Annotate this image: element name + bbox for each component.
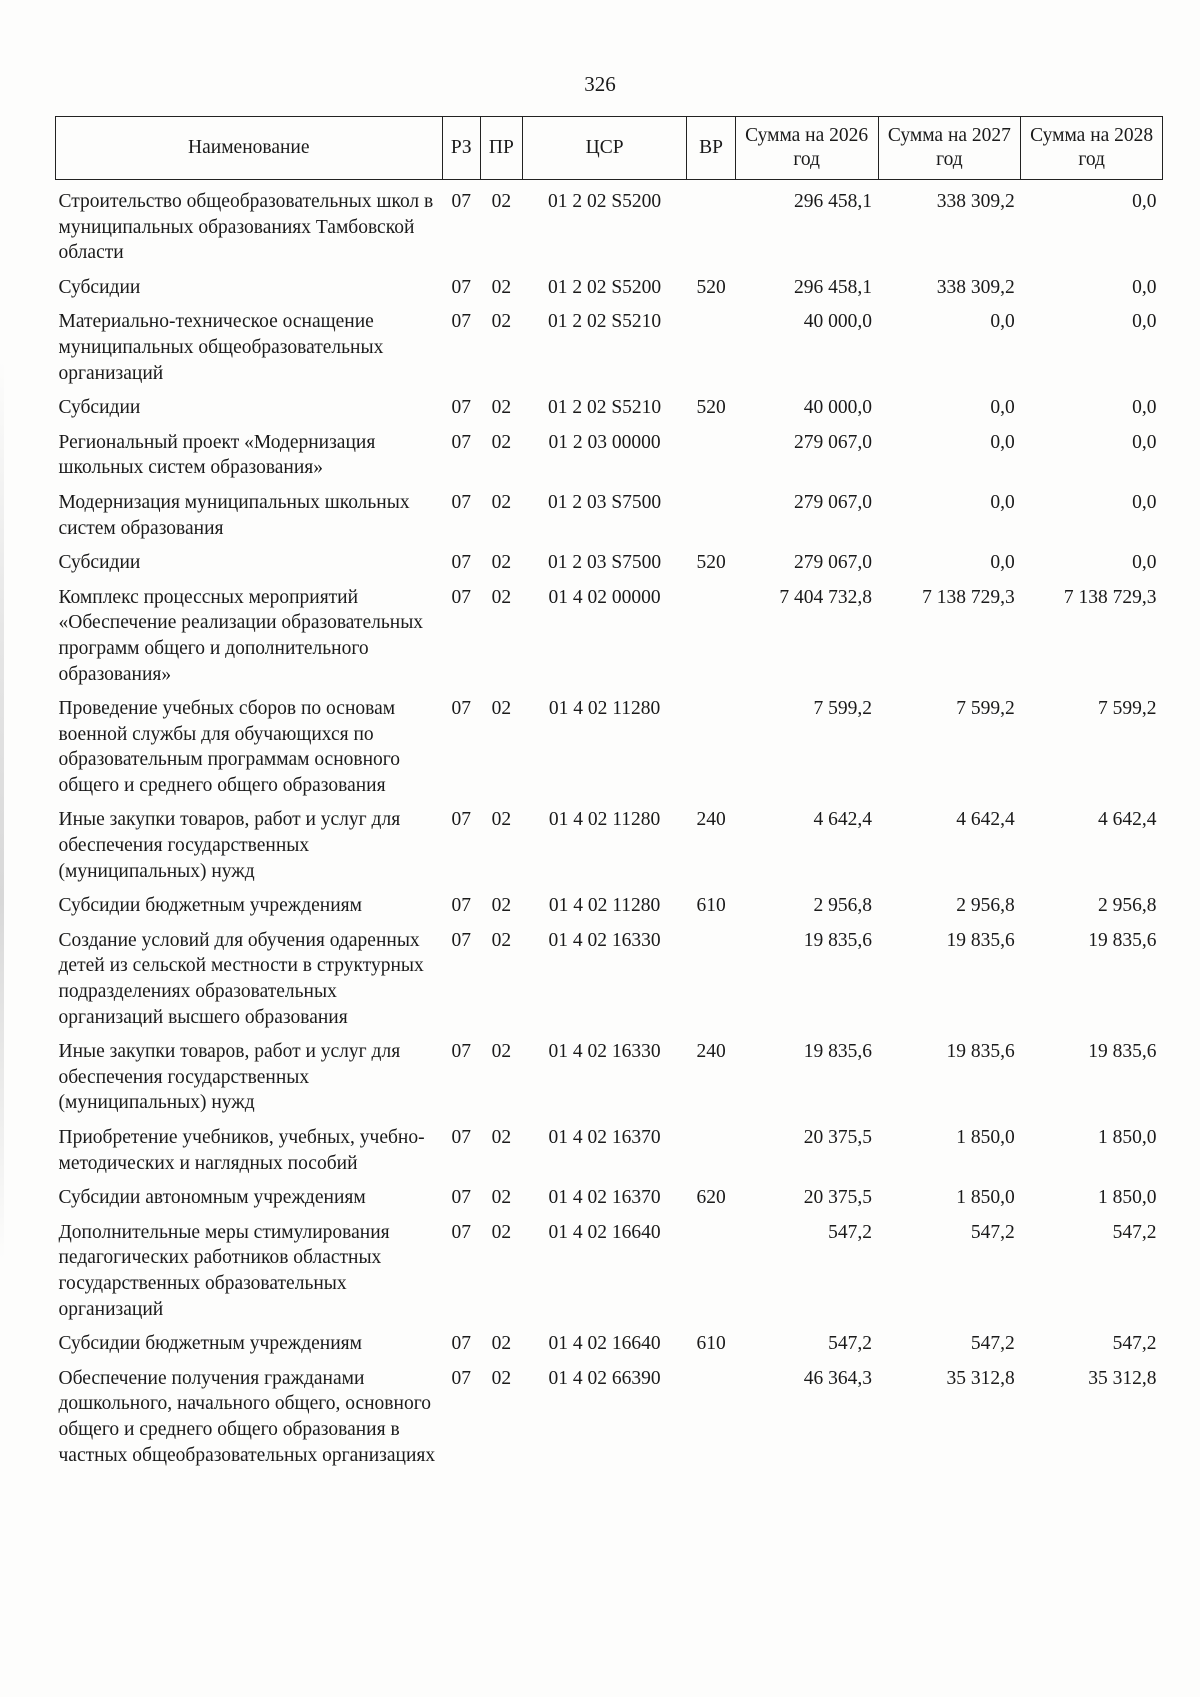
cell-sum-2028: 19 835,6	[1088, 1041, 1157, 1063]
cell-sum-2027: 0,0	[990, 552, 1015, 574]
table-row	[56, 266, 1163, 301]
scan-edge-shadow	[0, 360, 4, 1260]
cell-sum-2028: 7 599,2	[1098, 698, 1157, 720]
cell-name: Субсидии бюджетным учреждениям	[58, 895, 362, 917]
cell-csr: 01 2 03 00000	[548, 431, 661, 453]
cell-pr: 02	[491, 491, 512, 513]
cell-sum-2026: 20 375,5	[803, 1187, 873, 1209]
cell-csr: 01 4 02 16640	[548, 1333, 661, 1355]
cell-rz: 07	[451, 1333, 472, 1355]
budget-table	[55, 116, 1163, 1468]
cell-sum-2026: 279 067,0	[794, 431, 873, 453]
cell-pr: 02	[491, 809, 512, 831]
table-row	[56, 687, 1163, 798]
header-csr: ЦСР	[522, 117, 687, 180]
cell-rz: 07	[451, 191, 472, 212]
cell-vr	[687, 1357, 735, 1468]
cell-pr: 02	[491, 552, 512, 574]
cell-sum-2027: 1 850,0	[956, 1127, 1015, 1148]
cell-pr: 02	[491, 431, 512, 453]
header-pr: ПР	[481, 117, 523, 180]
header-sum-2027: Сумма на 2027 год	[878, 117, 1021, 180]
cell-sum-2027: 0,0	[990, 491, 1015, 513]
cell-name: Субсидии	[58, 397, 141, 419]
cell-sum-2028: 547,2	[1112, 1221, 1157, 1243]
table-row	[56, 1030, 1163, 1116]
header-name: Наименование	[56, 117, 443, 180]
cell-csr: 01 4 02 16330	[548, 1041, 661, 1063]
table-row	[56, 1357, 1163, 1468]
cell-pr: 02	[491, 1187, 512, 1209]
cell-sum-2027: 0,0	[990, 431, 1015, 453]
cell-sum-2027: 0,0	[990, 397, 1015, 419]
cell-rz: 07	[451, 1127, 472, 1148]
cell-pr: 02	[491, 1127, 512, 1148]
cell-sum-2028: 1 850,0	[1098, 1127, 1157, 1148]
cell-pr: 02	[491, 191, 512, 212]
cell-name: Субсидии бюджетным учреждениям	[58, 1333, 362, 1355]
cell-rz: 07	[451, 311, 472, 333]
table-header	[56, 117, 1163, 180]
cell-pr: 02	[491, 1367, 512, 1389]
cell-sum-2026: 279 067,0	[794, 491, 873, 513]
header-rz: РЗ	[442, 117, 480, 180]
cell-vr	[687, 421, 735, 481]
cell-sum-2026: 296 458,1	[794, 191, 873, 212]
cell-vr	[687, 687, 735, 798]
cell-pr: 02	[491, 311, 512, 333]
cell-rz: 07	[451, 397, 472, 419]
cell-sum-2028: 0,0	[1132, 552, 1157, 574]
cell-vr: 620	[696, 1187, 726, 1209]
cell-sum-2027: 19 835,6	[946, 1041, 1015, 1063]
cell-rz: 07	[451, 552, 472, 574]
cell-name: Приобретение учебников, учебных, учебно-методических и наглядных пособий	[58, 1127, 425, 1174]
cell-sum-2026: 547,2	[828, 1333, 873, 1355]
cell-sum-2027: 2 956,8	[956, 895, 1015, 917]
cell-csr: 01 4 02 16640	[548, 1221, 661, 1243]
cell-csr: 01 4 02 16330	[548, 929, 661, 951]
cell-name: Модернизация муниципальных школьных систем образования	[58, 491, 410, 539]
cell-pr: 02	[491, 586, 512, 608]
cell-rz: 07	[451, 491, 472, 513]
cell-name: Создание условий для обучения одаренных детей из сельской местности в структурных подразделениях образовательных организаций высшего образования	[58, 929, 424, 1028]
table-row	[56, 541, 1163, 576]
cell-rz: 07	[451, 929, 472, 951]
cell-sum-2026: 2 956,8	[813, 895, 873, 917]
cell-vr: 610	[696, 1333, 726, 1355]
cell-sum-2028: 1 850,0	[1098, 1187, 1157, 1209]
cell-rz: 07	[451, 698, 472, 720]
cell-pr: 02	[491, 698, 512, 720]
cell-vr	[687, 180, 735, 266]
cell-pr: 02	[491, 895, 512, 917]
cell-csr: 01 4 02 11280	[548, 698, 661, 720]
cell-name: Материально-техническое оснащение муниципальных общеобразовательных организаций	[58, 311, 384, 384]
cell-name: Субсидии	[58, 276, 141, 298]
cell-name: Обеспечение получения гражданами дошкольного, начального общего, основного общего и среднего общего образования в частных общеобразовательных организациях	[58, 1367, 436, 1466]
cell-vr: 520	[696, 276, 726, 298]
page-number: 326	[584, 72, 616, 96]
cell-rz: 07	[451, 1187, 472, 1209]
table-row	[56, 798, 1163, 884]
cell-csr: 01 4 02 00000	[548, 586, 661, 608]
cell-sum-2026: 296 458,1	[794, 276, 873, 298]
table-row	[56, 421, 1163, 481]
cell-name: Региональный проект «Модернизация школьных систем образования»	[58, 431, 376, 479]
cell-rz: 07	[451, 1221, 472, 1243]
header-vr: ВР	[687, 117, 735, 180]
cell-vr: 240	[696, 1041, 726, 1063]
cell-sum-2028: 0,0	[1132, 276, 1157, 298]
cell-sum-2026: 279 067,0	[794, 552, 873, 574]
cell-rz: 07	[451, 809, 472, 831]
table-row	[56, 1116, 1163, 1176]
cell-vr	[687, 300, 735, 386]
cell-rz: 07	[451, 895, 472, 917]
cell-sum-2026: 20 375,5	[803, 1127, 873, 1148]
cell-sum-2026: 7 404 732,8	[779, 586, 873, 608]
cell-name: Комплекс процессных мероприятий «Обеспечение реализации образовательных программ общего и дополнительного образования»	[58, 586, 424, 685]
cell-sum-2026: 4 642,4	[813, 809, 873, 831]
cell-vr	[687, 1211, 735, 1322]
table-row	[56, 481, 1163, 541]
cell-name: Иные закупки товаров, работ и услуг для обеспечения государственных (муниципальных) нужд	[58, 1041, 401, 1114]
table-row	[56, 1322, 1163, 1357]
table-row	[56, 1176, 1163, 1211]
cell-sum-2027: 547,2	[970, 1333, 1015, 1355]
cell-sum-2028: 19 835,6	[1088, 929, 1157, 951]
cell-vr	[687, 481, 735, 541]
cell-pr: 02	[491, 1221, 512, 1243]
header-sum-2026: Сумма на 2026 год	[735, 117, 878, 180]
cell-vr	[687, 576, 735, 687]
cell-sum-2027: 19 835,6	[946, 929, 1015, 951]
cell-sum-2027: 35 312,8	[946, 1367, 1015, 1389]
cell-sum-2027: 547,2	[970, 1221, 1015, 1243]
cell-vr	[687, 1116, 735, 1176]
cell-vr: 240	[696, 809, 726, 831]
cell-vr	[687, 919, 735, 1030]
cell-sum-2028: 0,0	[1132, 311, 1157, 333]
cell-csr: 01 4 02 11280	[548, 809, 661, 831]
table-row	[56, 180, 1163, 266]
cell-rz: 07	[451, 1367, 472, 1389]
cell-sum-2028: 35 312,8	[1088, 1367, 1157, 1389]
header-sum-2028: Сумма на 2028 год	[1021, 117, 1163, 180]
cell-sum-2027: 4 642,4	[956, 809, 1015, 831]
cell-vr: 520	[696, 397, 726, 419]
cell-rz: 07	[451, 1041, 472, 1063]
table-row	[56, 884, 1163, 919]
cell-sum-2028: 0,0	[1132, 491, 1157, 513]
cell-sum-2027: 7 138 729,3	[922, 586, 1015, 608]
cell-sum-2026: 7 599,2	[813, 698, 873, 720]
table-body	[56, 180, 1163, 1469]
cell-csr: 01 4 02 11280	[548, 895, 661, 917]
cell-pr: 02	[491, 276, 512, 298]
cell-rz: 07	[451, 276, 472, 298]
cell-sum-2026: 547,2	[828, 1221, 873, 1243]
cell-sum-2027: 338 309,2	[936, 191, 1015, 212]
cell-sum-2026: 19 835,6	[803, 1041, 873, 1063]
cell-name: Субсидии	[58, 552, 141, 574]
cell-csr: 01 2 03 S7500	[547, 491, 662, 513]
cell-csr: 01 4 02 66390	[548, 1367, 661, 1389]
cell-name: Строительство общеобразовательных школ в муниципальных образованиях Тамбовской области	[58, 191, 434, 264]
table-row	[56, 919, 1163, 1030]
table-row	[56, 300, 1163, 386]
cell-csr: 01 2 03 S7500	[547, 552, 662, 574]
cell-rz: 07	[451, 431, 472, 453]
cell-sum-2028: 0,0	[1132, 191, 1157, 212]
cell-sum-2028: 547,2	[1112, 1333, 1157, 1355]
cell-name: Иные закупки товаров, работ и услуг для обеспечения государственных (муниципальных) нужд	[58, 809, 401, 882]
cell-sum-2028: 0,0	[1132, 431, 1157, 453]
cell-csr: 01 4 02 16370	[548, 1187, 661, 1209]
cell-csr: 01 2 02 S5210	[547, 311, 662, 333]
cell-csr: 01 2 02 S5200	[547, 276, 662, 298]
cell-sum-2028: 2 956,8	[1098, 895, 1157, 917]
cell-csr: 01 2 02 S5200	[547, 191, 662, 212]
cell-sum-2026: 46 364,3	[803, 1367, 873, 1389]
cell-sum-2026: 19 835,6	[803, 929, 873, 951]
cell-name: Субсидии автономным учреждениям	[58, 1187, 366, 1209]
table-row	[56, 576, 1163, 687]
cell-pr: 02	[491, 397, 512, 419]
cell-csr: 01 2 02 S5210	[547, 397, 662, 419]
table-row	[56, 1211, 1163, 1322]
cell-vr: 610	[696, 895, 726, 917]
cell-sum-2026: 40 000,0	[803, 311, 873, 333]
cell-sum-2028: 0,0	[1132, 397, 1157, 419]
cell-sum-2026: 40 000,0	[803, 397, 873, 419]
cell-sum-2027: 338 309,2	[936, 276, 1015, 298]
cell-vr: 520	[696, 552, 726, 574]
cell-sum-2027: 1 850,0	[956, 1187, 1015, 1209]
cell-sum-2027: 0,0	[990, 311, 1015, 333]
cell-name: Проведение учебных сборов по основам военной службы для обучающихся по образовательным программам основного общего и среднего общего образования	[58, 698, 401, 796]
cell-csr: 01 4 02 16370	[548, 1127, 661, 1148]
cell-sum-2028: 7 138 729,3	[1063, 586, 1157, 608]
cell-pr: 02	[491, 1041, 512, 1063]
cell-sum-2027: 7 599,2	[956, 698, 1015, 720]
cell-rz: 07	[451, 586, 472, 608]
cell-pr: 02	[491, 929, 512, 951]
table-row	[56, 386, 1163, 421]
cell-sum-2028: 4 642,4	[1098, 809, 1157, 831]
cell-pr: 02	[491, 1333, 512, 1355]
cell-name: Дополнительные меры стимулирования педагогических работников областных государственных образовательных организаций	[58, 1221, 390, 1320]
